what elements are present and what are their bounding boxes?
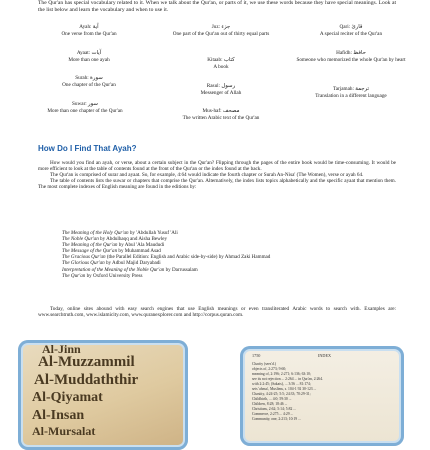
vocab-term <box>30 50 148 63</box>
vocab-definition: One verse from the Qur'an <box>61 30 117 37</box>
surah-names-photo <box>18 340 188 450</box>
vocab-word: Mus-haf: <box>202 108 222 114</box>
vocab-word: Kitaab: <box>207 57 223 63</box>
index-entry: Charity (sees'd.) <box>252 362 277 366</box>
index-entry: objects of, 2:273; 9:60; <box>252 367 287 371</box>
vocab-definition: Someone who memorized the whole Qur'an by heart <box>296 56 406 63</box>
edition-item: Interpretation of the Meaning of the Noble Qur'an by Darrussalam <box>62 266 198 273</box>
vocab-definition: A book <box>213 63 229 70</box>
vocab-word: Ayaat: <box>76 50 91 56</box>
vocab-arabic: رسول <box>221 83 236 89</box>
vocab-arabic: آيات <box>91 50 102 56</box>
index-entries <box>252 362 397 422</box>
surah-name: Al-Mursalat <box>32 424 96 438</box>
vocab-word: Tarjamah: <box>332 86 354 92</box>
index-page-number: 1750 <box>252 353 261 358</box>
vocab-definition: One part of the Qur'an out of thirty equal parts <box>172 30 270 37</box>
surah-name: Al-Qiyamat <box>32 390 103 405</box>
index-entry: see its not rejection ... 2:264 ... in Qur'an, 2:264. <box>252 377 324 381</box>
vocab-arabic: كتاب <box>223 57 235 63</box>
intro-paragraph: The Qur'an has special vocabulary related to it. When we talk about the Qur'an, or parts of it, we use these words because they have special meanings. Look at the list below and learn the vocabulary and when to use it. <box>38 0 396 14</box>
surah-name: Al-Jinn <box>42 342 81 356</box>
vocab-word: Ayah: <box>79 24 92 30</box>
body-paragraph: How would you find an ayah, or verse, about a certain subject in the Qur'an? Flipping through the pages of the entire book would be time-consuming. It would be more efficient to look at the table of contents found at the front of the Qur'an or the index found at the back. <box>38 160 396 173</box>
section-title: How Do I Find That Ayah? <box>38 144 137 153</box>
edition-item: The Qur'an by Oxford University Press <box>62 272 143 279</box>
vocab-definition: A special reciter of the Qur'an <box>319 30 383 37</box>
edition-item: The Glorious Qur'an by Adbul Majid Daryabadi <box>62 260 161 267</box>
vocab-word: Surah: <box>75 75 89 81</box>
index-entry: Children, 8:28; 18:46 ... <box>252 402 288 406</box>
index-page-photo <box>240 346 404 446</box>
index-entry: Childbirth, ... 4:0; 59:30 ... <box>252 397 292 401</box>
vocab-term <box>292 24 410 37</box>
vocab-arabic: سورة <box>90 75 103 81</box>
vocab-term <box>30 101 140 114</box>
vocab-definition: Translation in a different language <box>315 92 387 99</box>
vocab-arabic: حافظ <box>353 50 366 56</box>
vocab-arabic: ترجمة <box>355 86 370 92</box>
vocab-definition: Messenger of Allah <box>200 89 242 96</box>
vocab-arabic: آية <box>92 24 99 30</box>
body-paragraph: The table of contents lists the suwar or chapters that comprise the Qur'an. Alternatively, the index lists topics alphabetically and the specific ayaat that mention them. The most complete indexes of English meaning are found in the editions by: <box>38 178 396 191</box>
vocab-term <box>30 75 148 88</box>
vocab-definition: One chapter of the Qur'an <box>62 81 116 88</box>
vocab-word: Rasul: <box>206 83 221 89</box>
vocab-term <box>162 83 280 96</box>
index-entry: meaning of, 2:196; 2:271; 6:136; 63:10; <box>252 372 311 376</box>
edition-item: The Message of the Qur'an by Muhammad Asad <box>62 248 161 255</box>
vocab-definition: More than one ayah <box>68 56 110 63</box>
vocab-arabic: قارئ <box>351 24 363 30</box>
surah-name: Al-Muzzammil <box>38 354 135 370</box>
index-entry: sets 'ahnsa', Muslims, s. 104-1 92 30-123 ... <box>252 387 317 391</box>
section-body <box>38 160 396 190</box>
editions-list <box>62 230 270 279</box>
edition-item: The Noble Qur'an by Abdulhaqq and Aisha Bewley <box>62 236 168 243</box>
index-entry: Commerce, 2:275 ... 4:29 ... <box>252 412 294 416</box>
edition-item: The Meaning of the Holy Qur'an by 'Abdullah Yusuf 'Ali <box>62 230 178 236</box>
index-entry: with 2:2:45; (Sakats), ... 3:56 ... 81:174; <box>252 382 311 386</box>
edition-item: The Meaning of the Qur'an by Abul 'Ala Maududi <box>62 242 165 249</box>
vocab-arabic: جزء <box>221 24 231 30</box>
vocab-word: Juz: <box>211 24 221 30</box>
vocab-definition: More than one chapter of the Qur'an <box>47 107 123 114</box>
edition-item: The Gracious Qur'an (the Parallel Edition: English and Arabic side-by-side) by Ahmad Zaki Hammad <box>62 254 271 261</box>
surah-name: Al-Muddaththir <box>34 372 139 388</box>
body-paragraph: The Qur'an is comprised of surar and ayaat. So, for example, 4:64 would indicate the fourth chapter or Surah An-Nisa' (The Women), verse or ayah 64. <box>50 172 364 179</box>
index-entry: Christians, 2:62; 5:14; 5:82 ... <box>252 407 297 411</box>
vocab-term <box>292 86 410 99</box>
vocab-term <box>162 57 280 70</box>
vocab-definition: The written Arabic text of the Qur'an <box>182 114 260 121</box>
surah-name: Al-Insan <box>32 408 85 423</box>
vocab-arabic: سور <box>88 101 98 107</box>
vocab-term <box>292 50 410 63</box>
vocab-term <box>162 24 280 37</box>
vocab-word: Qari: <box>339 24 351 30</box>
outro-paragraph: Today, online sites abound with easy search engines that use English meanings or even transliterated Arabic words to search with. Examples are: www.searchtruth.com, www.islamicity.com, www.quranexplorer.com and http://corpus.quran.com. <box>38 306 396 319</box>
vocab-term <box>162 108 280 121</box>
vocab-term <box>30 24 148 37</box>
index-entry: Chastity, 4:24-25; 5:5; 24:33; 70:29-31; <box>252 392 311 396</box>
index-entry: Community, one, 2:213; 10:19 ... <box>252 417 301 421</box>
index-header: INDEX <box>318 353 332 358</box>
vocab-arabic: مصحف <box>222 108 240 114</box>
vocab-word: Hafidh: <box>336 50 352 56</box>
vocabulary-list <box>30 24 412 142</box>
vocab-word: Suwar: <box>72 101 87 107</box>
